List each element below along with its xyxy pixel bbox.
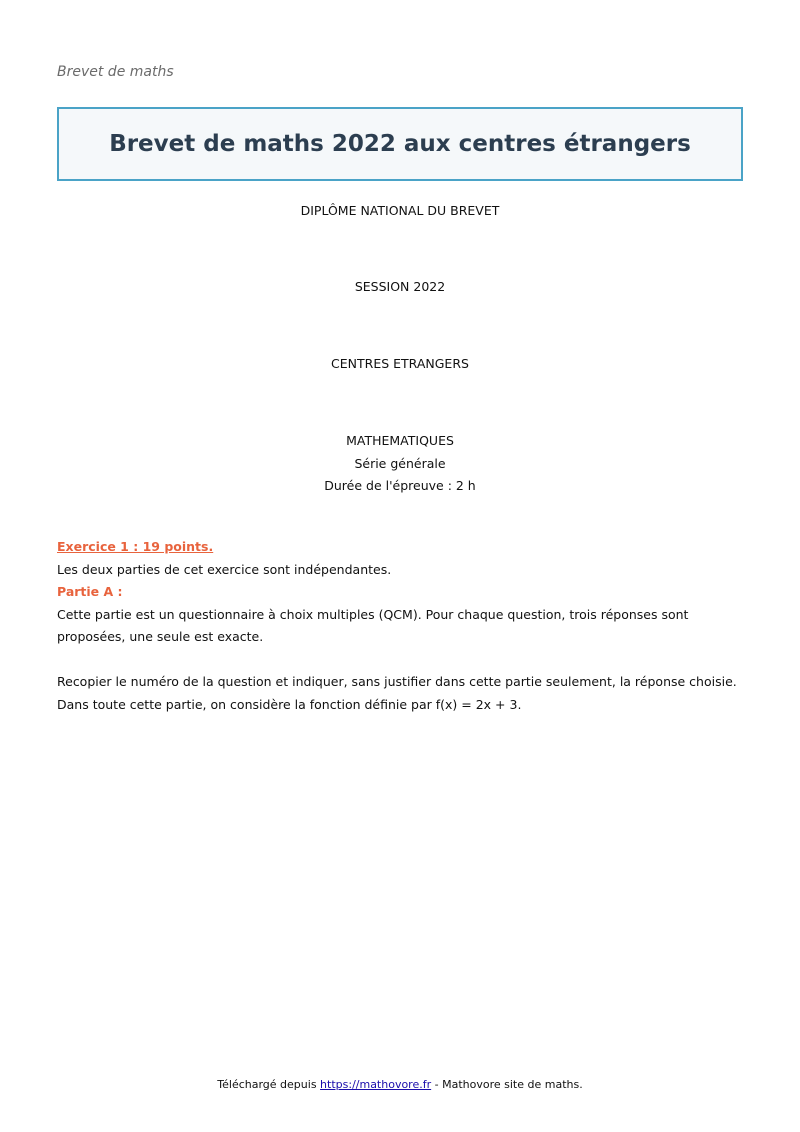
- exercise-1-section: [57, 536, 743, 716]
- title-box: [57, 107, 743, 181]
- footer-link[interactable]: https://mathovore.fr: [320, 1078, 432, 1091]
- page-title: Brevet de maths 2022 aux centres étrangers: [109, 131, 691, 157]
- page-footer: [0, 1078, 800, 1091]
- cover-subject-line: MATHEMATIQUES: [346, 433, 454, 448]
- footer-prefix: Téléchargé depuis: [217, 1078, 321, 1091]
- exercise-1-intro: Les deux parties de cet exercice sont indépendantes.: [57, 561, 392, 577]
- part-a-heading: Partie A :: [57, 584, 123, 599]
- cover-centers-line: CENTRES ETRANGERS: [331, 356, 469, 371]
- cover-session-line: SESSION 2022: [354, 279, 446, 294]
- footer-suffix: - Mathovore site de maths.: [431, 1078, 583, 1091]
- exercise-1-heading: Exercice 1 : 19 points.: [57, 539, 214, 554]
- running-header: Brevet de maths: [57, 64, 174, 80]
- part-a-paragraph-3: Dans toute cette partie, on considère la fonction définie par f(x) = 2x + 3.: [57, 696, 522, 712]
- cover-diploma-line: DIPLÔME NATIONAL DU BREVET: [300, 203, 500, 218]
- paragraph-spacer: [57, 649, 743, 672]
- cover-series-line: Série générale: [354, 456, 446, 471]
- cover-duration-line: Durée de l'épreuve : 2 h: [324, 478, 476, 493]
- part-a-paragraph-1: Cette partie est un questionnaire à choix multiples (QCM). Pour chaque question, trois réponses sont proposées, une seule est exacte.: [57, 606, 689, 644]
- part-a-paragraph-2: Recopier le numéro de la question et indiquer, sans justifier dans cette partie seulement, la réponse choisie.: [57, 674, 737, 689]
